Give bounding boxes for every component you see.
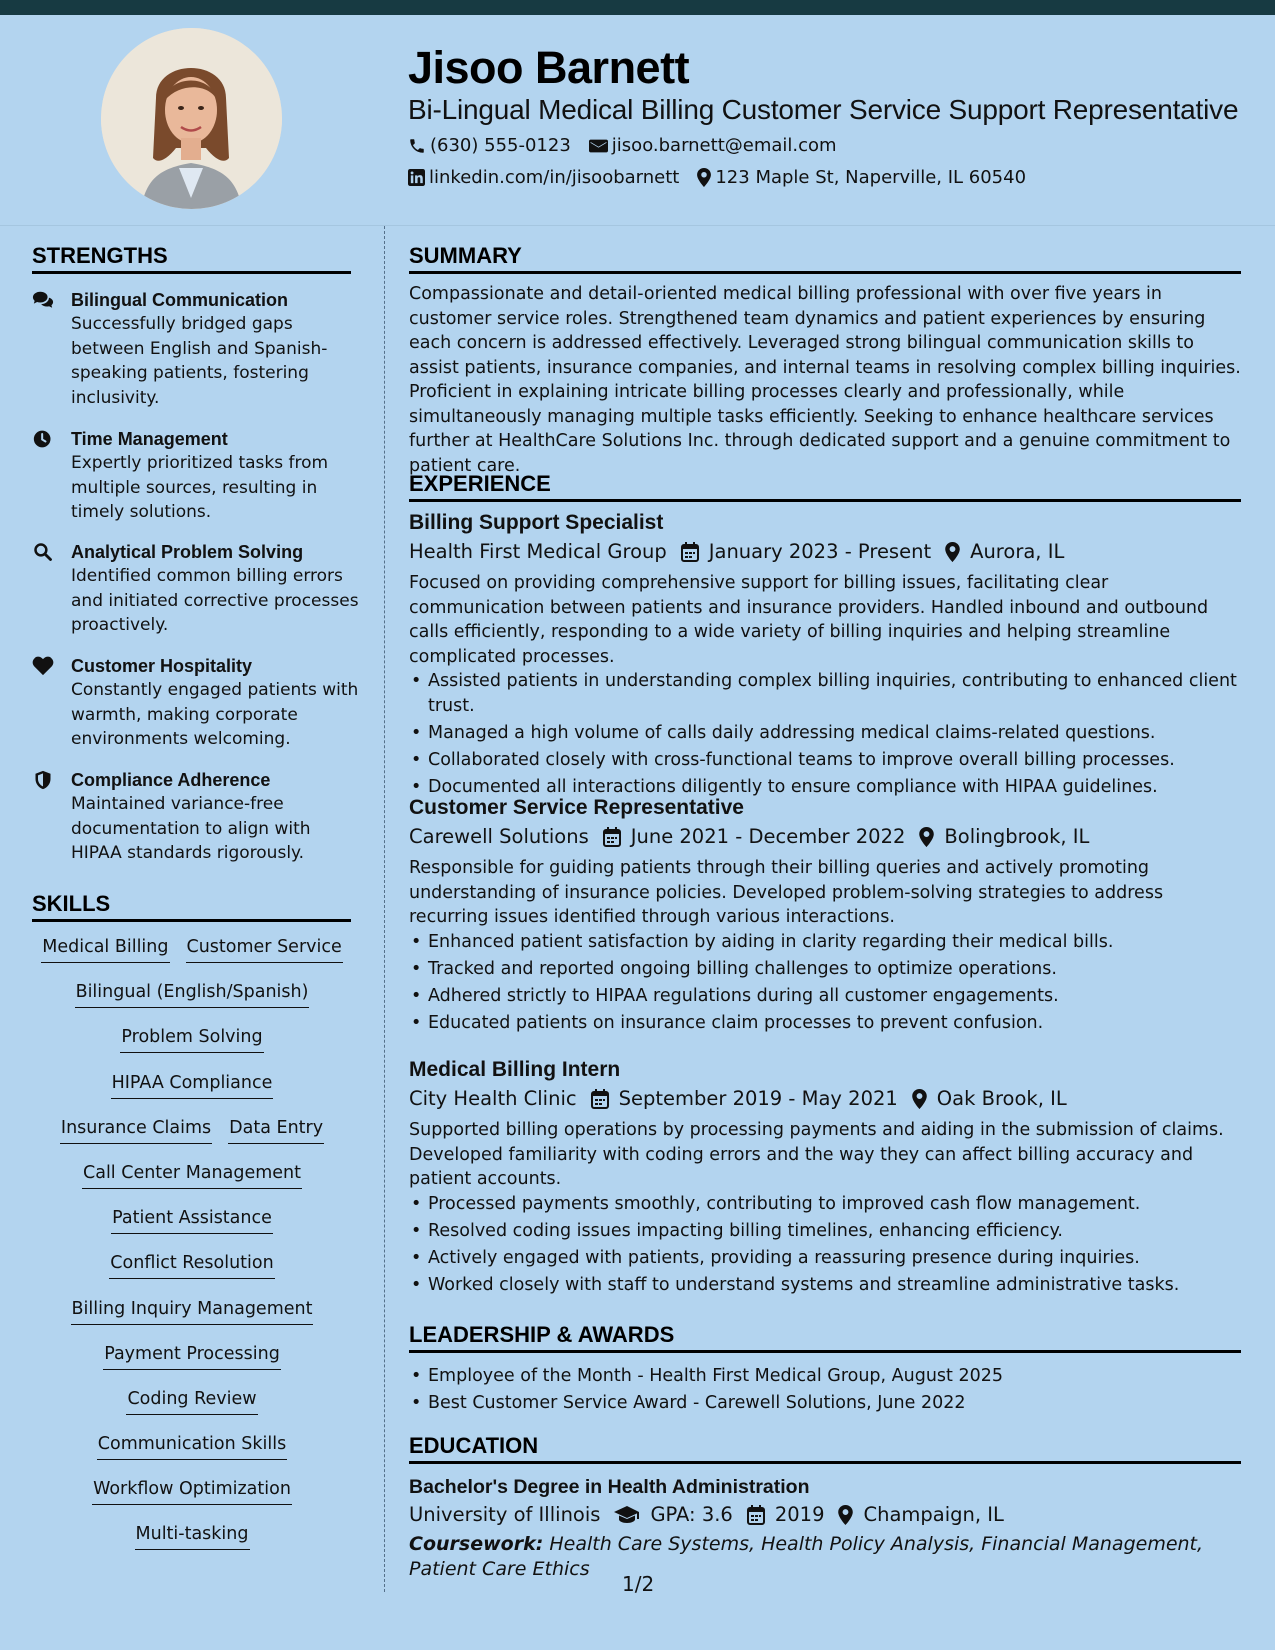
education-entry (409, 1474, 1241, 1581)
search-icon (32, 542, 54, 562)
phone-contact[interactable] (408, 135, 571, 156)
skill-tag: Customer Service (186, 935, 343, 963)
coursework (409, 1532, 1241, 1581)
clock-icon (32, 429, 54, 449)
contact-row-secondary (408, 167, 1044, 188)
school-location: Champaign, IL (863, 1503, 1004, 1526)
strength-item (32, 768, 362, 866)
skills-heading: SKILLS (32, 891, 351, 922)
job-bullets (409, 930, 1241, 1036)
job-location: Aurora, IL (970, 540, 1065, 563)
address-contact (697, 167, 1026, 188)
job-bullet: • Documented all interactions diligently to ensure compliance with HIPAA guidelines. (409, 775, 1241, 800)
job-entry (409, 509, 1241, 802)
page-indicator: 1/2 (622, 1572, 655, 1596)
job-dates-group (681, 537, 931, 567)
skill-tag: Call Center Management (82, 1161, 302, 1189)
contact-row-primary (408, 135, 855, 156)
job-bullet: • Collaborated closely with cross-functional teams to improve overall billing processes. (409, 748, 1241, 773)
job-title: Customer Service Representative (409, 796, 744, 819)
job-bullet: • Enhanced patient satisfaction by aiding in clarity regarding their medical bills. (409, 930, 1241, 955)
strength-item (32, 288, 362, 410)
strength-desc: Successfully bridged gaps between English and Spanish-speaking patients, fostering inclusivity. (71, 314, 328, 408)
shield-icon (32, 770, 54, 790)
job-dates: September 2019 - May 2021 (618, 1087, 898, 1110)
job-meta (409, 1084, 1241, 1114)
job-company: Carewell Solutions (409, 825, 589, 848)
email-icon (589, 138, 608, 154)
skill-tag: Conflict Resolution (109, 1251, 274, 1279)
phone-icon (408, 137, 426, 155)
address-text: 123 Maple St, Naperville, IL 60540 (715, 167, 1027, 188)
strength-desc: Maintained variance-free documentation to align with HIPAA standards rigorously. (71, 794, 311, 863)
strength-title: Time Management (71, 429, 228, 449)
heart-icon (32, 656, 54, 676)
top-bar (0, 0, 1275, 15)
calendar-icon (591, 1089, 609, 1109)
skill-tag: Data Entry (228, 1116, 324, 1144)
graduation-cap-icon (614, 1506, 640, 1524)
skill-tag: Billing Inquiry Management (71, 1297, 314, 1325)
calendar-icon (681, 542, 699, 562)
skill-tag: Problem Solving (120, 1025, 263, 1053)
email-contact[interactable] (589, 135, 837, 156)
skill-tag: Insurance Claims (60, 1116, 212, 1144)
skill-tag: Multi-tasking (135, 1522, 250, 1550)
school-location-group (838, 1500, 1003, 1530)
award-item: • Best Customer Service Award - Carewell Solutions, June 2022 (409, 1391, 1241, 1416)
linkedin-contact[interactable] (408, 167, 679, 188)
column-divider (384, 226, 385, 1592)
strength-item (32, 654, 362, 752)
job-entry (409, 794, 1241, 1038)
job-description: Focused on providing comprehensive support for billing issues, facilitating clear communication between patients and insurance providers. Handled inbound and outbound calls efficiently, responding to a wide variety of billing inquiries and helping streamline complicated processes. (409, 573, 1209, 667)
email-text: jisoo.barnett@email.com (611, 135, 837, 156)
location-pin-icon (838, 1505, 853, 1525)
calendar-icon (603, 827, 621, 847)
degree-title: Bachelor's Degree in Health Administration (409, 1476, 810, 1498)
job-location-group (919, 822, 1089, 852)
awards-heading: LEADERSHIP & AWARDS (409, 1322, 1241, 1353)
education-heading: EDUCATION (409, 1433, 1241, 1464)
header-divider (0, 225, 1275, 226)
strength-item (32, 540, 362, 638)
gpa-value: GPA: 3.6 (650, 1503, 733, 1526)
comments-icon (32, 290, 54, 310)
job-bullet: • Resolved coding issues impacting billing timelines, enhancing efficiency. (409, 1219, 1241, 1244)
job-dates-group (591, 1084, 898, 1114)
job-meta (409, 822, 1241, 852)
strengths-heading: STRENGTHS (32, 243, 351, 274)
job-title: Medical Billing Intern (409, 1058, 621, 1081)
location-pin-icon (912, 1089, 927, 1109)
strength-item (32, 427, 362, 525)
job-bullet: • Educated patients on insurance claim processes to prevent confusion. (409, 1011, 1241, 1036)
job-bullet: • Adhered strictly to HIPAA regulations during all customer engagements. (409, 984, 1241, 1009)
candidate-headline: Bi-Lingual Medical Billing Customer Service Support Representative (408, 94, 1239, 125)
linkedin-text: linkedin.com/in/jisoobarnett (429, 167, 680, 188)
job-meta (409, 537, 1241, 567)
job-description: Supported billing operations by processing payments and aiding in the submission of claims. Developed familiarity with coding errors and the way they can affect billing accuracy and patient accounts. (409, 1120, 1224, 1189)
strength-title: Analytical Problem Solving (71, 542, 304, 562)
coursework-text: Health Care Systems, Health Policy Analysis, Financial Management, Patient Care Ethics (409, 1533, 1204, 1580)
candidate-name: Jisoo Barnett (408, 42, 690, 93)
strength-desc: Expertly prioritized tasks from multiple sources, resulting in timely solutions. (71, 453, 329, 522)
job-bullet: • Worked closely with staff to understand systems and streamline administrative tasks. (409, 1273, 1241, 1298)
location-pin-icon (945, 542, 960, 562)
award-item: • Employee of the Month - Health First Medical Group, August 2025 (409, 1364, 1241, 1389)
job-location-group (912, 1084, 1067, 1114)
skill-tag: HIPAA Compliance (111, 1071, 274, 1099)
coursework-label: Coursework: (409, 1533, 544, 1555)
job-dates: January 2023 - Present (708, 540, 932, 563)
skill-tag: Medical Billing (41, 935, 169, 963)
phone-text: (630) 555-0123 (430, 135, 571, 156)
strength-desc: Identified common billing errors and initiated corrective processes proactively. (71, 566, 359, 635)
linkedin-icon (408, 169, 425, 186)
summary-heading: SUMMARY (409, 243, 1241, 274)
experience-heading: EXPERIENCE (409, 471, 1241, 502)
education-meta (409, 1500, 1241, 1530)
skill-tag: Payment Processing (103, 1342, 281, 1370)
skill-tag: Patient Assistance (111, 1206, 273, 1234)
job-dates: June 2021 - December 2022 (630, 825, 906, 848)
job-title: Billing Support Specialist (409, 511, 664, 534)
skills-list (32, 935, 352, 1568)
job-company: City Health Clinic (409, 1087, 577, 1110)
job-company: Health First Medical Group (409, 540, 667, 563)
awards-list (409, 1364, 1241, 1418)
strength-title: Customer Hospitality (71, 656, 253, 676)
job-bullet: • Processed payments smoothly, contributing to improved cash flow management. (409, 1192, 1241, 1217)
job-bullet: • Tracked and reported ongoing billing challenges to optimize operations. (409, 957, 1241, 982)
strength-title: Bilingual Communication (71, 290, 289, 310)
skill-tag: Bilingual (English/Spanish) (75, 980, 310, 1008)
grad-year: 2019 (774, 1503, 825, 1526)
skill-tag: Communication Skills (97, 1432, 287, 1460)
job-bullet: • Assisted patients in understanding complex billing inquiries, contributing to enhanced client trust. (409, 669, 1241, 718)
calendar-icon (747, 1505, 765, 1525)
job-location: Bolingbrook, IL (944, 825, 1090, 848)
profile-photo (101, 28, 282, 209)
job-bullets (409, 1192, 1241, 1298)
job-entry (409, 1056, 1241, 1300)
job-description: Responsible for guiding patients through their billing queries and actively promoting understanding of insurance policies. Developed problem-solving strategies to address recurring issues identified through various interactions. (409, 858, 1164, 927)
strength-title: Compliance Adherence (71, 770, 271, 790)
job-bullet: • Managed a high volume of calls daily addressing medical claims-related questions. (409, 721, 1241, 746)
job-location: Oak Brook, IL (936, 1087, 1067, 1110)
job-bullet: • Actively engaged with patients, providing a reassuring presence during inquiries. (409, 1246, 1241, 1271)
school-name: University of Illinois (409, 1503, 601, 1526)
location-pin-icon (697, 168, 711, 187)
strength-desc: Constantly engaged patients with warmth, making corporate environments welcoming. (71, 680, 359, 749)
summary-text: Compassionate and detail-oriented medical billing professional with over five years in customer service roles. Strengthened team dynamics and patient experiences by ensuring each concern is addressed effectively. Leveraged strong bilingual communication skills to assist patients, insurance companies, and internal teams in resolving complex billing inquiries. Proficient in explaining intricate billing processes clearly and professionally, while simultaneously managing multiple tasks efficiently. Seeking to enhance healthcare services further at HealthCare Solutions Inc. through dedicated support and a genuine commitment to patient care. (409, 284, 1241, 476)
job-bullets (409, 669, 1241, 799)
job-dates-group (603, 822, 906, 852)
job-location-group (945, 537, 1064, 567)
location-pin-icon (919, 827, 934, 847)
gpa-group (614, 1500, 732, 1530)
grad-year-group (747, 1500, 825, 1530)
skill-tag: Workflow Optimization (92, 1477, 292, 1505)
skill-tag: Coding Review (126, 1387, 257, 1415)
